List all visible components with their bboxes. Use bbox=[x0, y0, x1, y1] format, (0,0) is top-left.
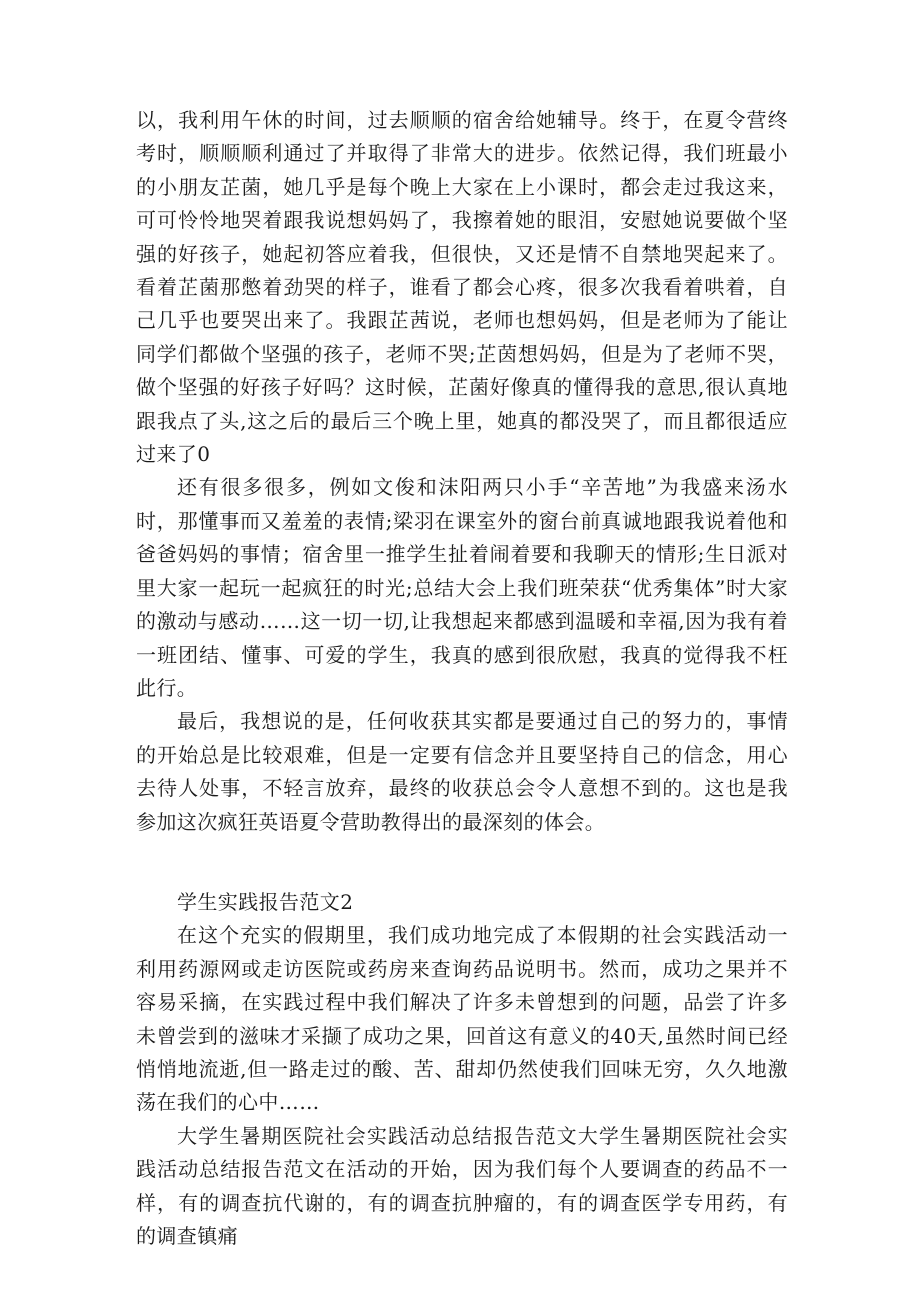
paragraph-3: 最后，我想说的是，任何收获其实都是要通过自己的努力的，事情的开始总是比较艰难，但是一定要有信念并且要坚持自己的信念，用心去待人处事，不轻言放弃，最终的收获总会令人意想不到的。这也是我参加这次疯狂英语夏令营助教得出的最深刻的体会。 bbox=[136, 709, 788, 834]
section-heading: 学生实践报告范文2 bbox=[177, 889, 354, 914]
document-page bbox=[136, 104, 788, 1253]
paragraph-4: 在这个充实的假期里，我们成功地完成了本假期的社会实践活动一利用药源网或走访医院或药房来查询药品说明书。然而，成功之果并不容易采摘，在实践过程中我们解决了许多未曾想到的问题，品尝了许多未曾尝到的滋味才采撷了成功之果，回首这有意义的40天,虽然时间已经悄悄地流逝,但一路走过的酸、苦、甜却仍然使我们回味无穷，久久地激荡在我们的心中…… bbox=[136, 923, 788, 1115]
paragraph-1: 以，我利用午休的时间，过去顺顺的宿舍给她辅导。终于，在夏令营终考时，顺顺顺利通过了并取得了非常大的进步。依然记得，我们班最小的小朋友芷菌，她几乎是每个晚上大家在上小课时，都会走过我这来，可可怜怜地哭着跟我说想妈妈了，我擦着她的眼泪，安慰她说要做个坚强的好孩子，她起初答应着我，但很快，又还是情不自禁地哭起来了。看着芷菌那憋着劲哭的样子，谁看了都会心疼，很多次我看着哄着，自己几乎也要哭出来了。我跟芷茜说，老师也想妈妈，但是老师为了能让同学们都做个坚强的孩子，老师不哭;芷茵想妈妈，但是为了老师不哭，做个坚强的好孩子好吗？这时候，芷菌好像真的懂得我的意思,很认真地跟我点了头,这之后的最后三个晚上里，她真的都没哭了，而且都很适应过来了0 bbox=[136, 108, 788, 467]
paragraph-5: 大学生暑期医院社会实践活动总结报告范文大学生暑期医院社会实践活动总结报告范文在活动的开始，因为我们每个人要调查的药品不一样，有的调查抗代谢的，有的调查抗肿瘤的，有的调查医学专用药，有的调查镇痛 bbox=[136, 1123, 788, 1248]
paragraph-2: 还有很多很多，例如文俊和沫阳两只小手“辛苦地”为我盛来汤水时，那懂事而又羞羞的表情;梁羽在课室外的窗台前真诚地跟我说着他和爸爸妈妈的事情；宿舍里一推学生扯着闹着要和我聊天的情形;生日派对里大家一起玩一起疯狂的时光;总结大会上我们班荣获“优秀集体”时大家的激动与感动……这一切一切,让我想起来都感到温暖和幸福,因为我有着一班团结、懂事、可爱的学生，我真的感到很欣慰，我真的觉得我不枉此行。 bbox=[136, 475, 788, 700]
